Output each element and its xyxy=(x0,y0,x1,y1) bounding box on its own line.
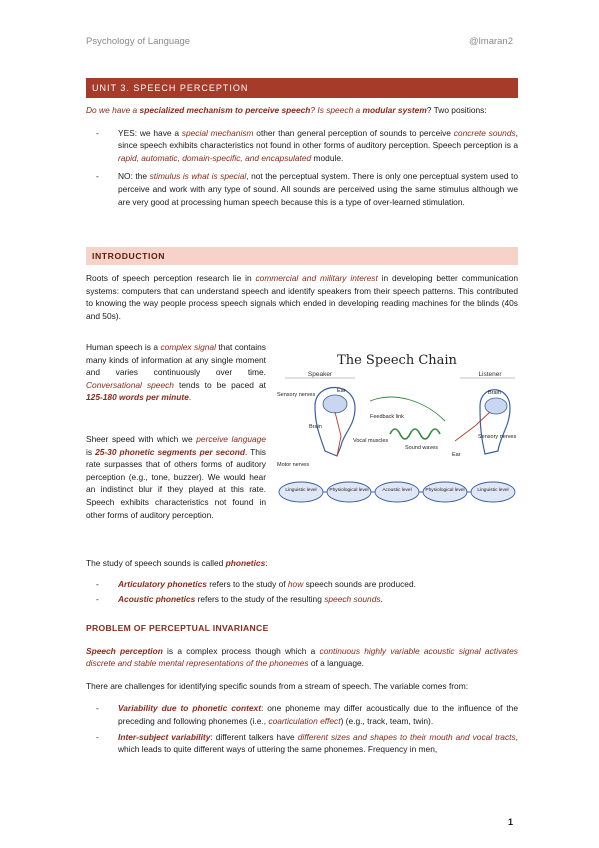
label-feedback: Feedback link xyxy=(370,414,404,420)
unit-title-banner: UNIT 3. SPEECH PERCEPTION xyxy=(86,78,518,98)
listener-brain-icon xyxy=(485,398,507,414)
label-ear-left: Ear xyxy=(337,388,346,394)
invariance-heading: PROBLEM OF PERCEPTUAL INVARIANCE xyxy=(86,623,269,633)
level-label: Acoustic level xyxy=(382,488,412,493)
label-brain-right: Brain xyxy=(488,390,501,396)
level-label: Physiological level xyxy=(425,488,465,493)
position-no: - NO: the stimulus is what is special, not the perceptual system. There is only one perceptual system used to perceive and work with any type of sound. All sounds are perceived using the same stimulus although we are very good at processing human speech because this is a type of over-learned stimulation. xyxy=(86,170,518,208)
phonetics-list xyxy=(86,578,518,606)
page-number: 1 xyxy=(507,817,513,827)
variability-item-phonetic-context: - Variability due to phonetic context: one phoneme may differ acoustically due to the influence of the preceding and following phonemes (i.e., coarticulation effect) (e.g., track, team, twin). xyxy=(86,702,518,727)
speaker-brain-icon xyxy=(323,395,347,413)
introduction-heading: INTRODUCTION xyxy=(86,247,518,265)
phonetics-item-articulatory: - Articulatory phonetics refers to the study of how speech sounds are produced. xyxy=(86,578,518,591)
level-label: Physiological level xyxy=(329,488,369,493)
speech-chain-figure xyxy=(275,346,520,526)
label-sensory-left: Sensory nerves xyxy=(277,392,316,398)
figure-speaker-label: Speaker xyxy=(307,371,333,378)
intro-para-3: Sheer speed with which we perceive language is 25-30 phonetic segments per second. This rate surpasses that of others forms of auditory perception (e.g., tone, buzzer). We would hear an indistinct blur if they played at this rate. Speech exhibits characteristics not found in other forms of auditory perception. xyxy=(86,434,267,520)
positions-list xyxy=(86,127,518,209)
label-motor: Motor nerves xyxy=(277,462,310,468)
label-sound: Sound waves xyxy=(405,445,439,451)
phonetics-block xyxy=(86,557,518,612)
label-vocal: Vocal muscles xyxy=(353,438,389,444)
intro-para-2: Human speech is a complex signal that contains many kinds of information at any single moment and varies continuously over time. Conversational speech tends to be paced at 125-180 words per minute. xyxy=(86,342,266,403)
running-header-right: @lmaran2 xyxy=(469,36,513,47)
intro-question-block xyxy=(86,104,518,214)
sound-waves-icon xyxy=(390,429,440,439)
level-label: Linguistic level xyxy=(285,488,317,493)
figure-title: The Speech Chain xyxy=(337,353,457,368)
invariance-para-2: There are challenges for identifying specific sounds from a stream of speech. The variable comes from: xyxy=(86,680,469,691)
invariance-para-1: Speech perception is a complex process though which a continuous highly variable acoustic signal activates discrete and stable mental representations of the phonemes of a language. xyxy=(86,645,518,669)
variability-item-inter-subject: - Inter-subject variability: different talkers have different sizes and shapes to their mouth and vocal tracts, which leads to quite different ways of uttering the same phonemes. Frequency in men, xyxy=(86,731,518,756)
label-brain-left: Brain xyxy=(309,424,322,430)
running-header-left: Psychology of Language xyxy=(86,36,191,47)
label-ear-right: Ear xyxy=(452,452,461,458)
variability-list xyxy=(86,702,518,755)
phonetics-item-acoustic: - Acoustic phonetics refers to the study of the resulting speech sounds. xyxy=(86,593,518,606)
position-yes: - YES: we have a special mechanism other than general perception of sounds to perceive concrete sounds, since speech exhibits characteristics not found in other forms of auditory perception. Speech perception is a rapid, automatic, domain-specific, and encapsulated module. xyxy=(86,127,518,165)
figure-listener-label: Listener xyxy=(478,371,502,378)
invariance-block xyxy=(86,622,518,762)
intro-question: Do we have a specialized mechanism to perceive speech? Is speech a modular system? Two positions: xyxy=(86,105,487,115)
level-label: Linguistic level xyxy=(477,488,509,493)
intro-para-1: Roots of speech perception research lie in commercial and military interest in developing better communication systems: computers that can understand speech and identify speakers from their speech patterns. This contributed to knowing the way people process speech signals which ended in developing reading machines for the blinds (40s and 50s). xyxy=(86,273,519,321)
label-sensory-right: Sensory nerves xyxy=(478,434,517,440)
phonetics-intro: The study of speech sounds is called phonetics: xyxy=(86,558,268,568)
